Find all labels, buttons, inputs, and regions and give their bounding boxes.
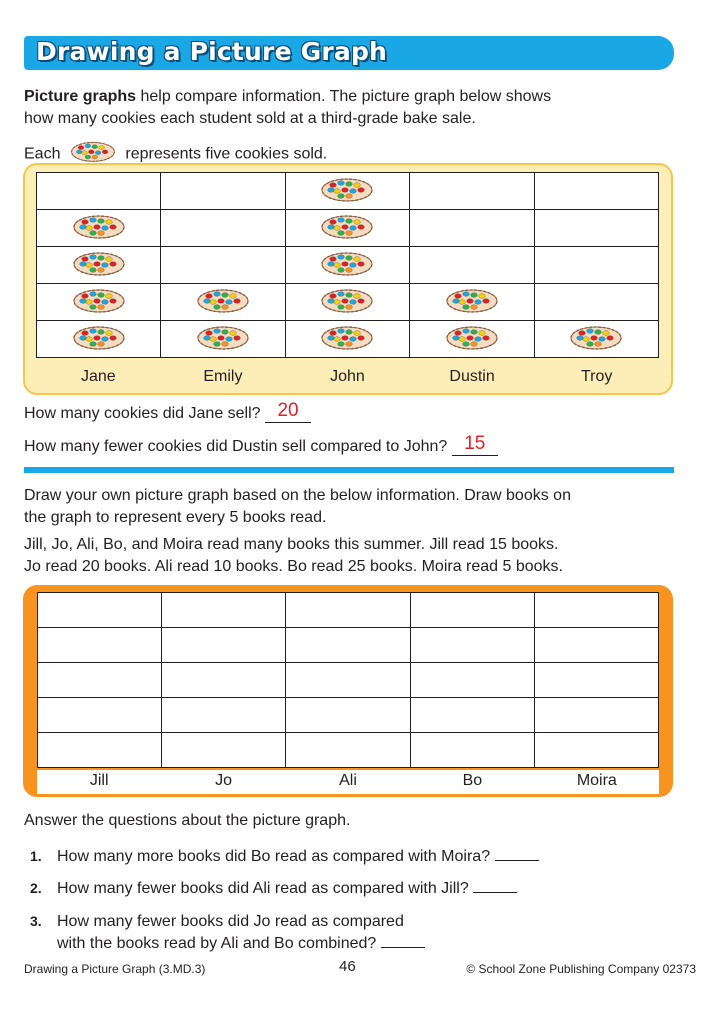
question-2-number: 2. <box>30 880 42 896</box>
answer-blank-dustin[interactable] <box>452 433 498 456</box>
cookie-icon <box>319 301 375 318</box>
cookie-icon <box>444 338 500 355</box>
reading-line2: Jo read 20 books. Ali read 10 books. Bo read 25 books. Moira read 5 books. <box>24 558 563 575</box>
book-graph-row <box>38 663 659 698</box>
book-graph-cell[interactable] <box>38 698 162 733</box>
book-graph-row <box>38 733 659 768</box>
book-graph-cell[interactable] <box>534 628 658 663</box>
book-graph-cell[interactable] <box>286 733 410 768</box>
book-graph-cell[interactable] <box>410 733 534 768</box>
book-graph-cell[interactable] <box>286 663 410 698</box>
section-divider <box>24 467 674 473</box>
book-label-bo: Bo <box>462 772 483 789</box>
question-2-text: How many fewer books did Ali read as compared with Jill? <box>57 880 469 897</box>
book-graph-cell[interactable] <box>410 593 534 628</box>
question-3-line1: How many fewer books did Jo read as compared <box>57 913 404 930</box>
footer-title: Drawing a Picture Graph (3.MD.3) <box>24 962 206 976</box>
cookie-graph-row <box>37 247 659 284</box>
book-label-moira: Moira <box>576 772 617 789</box>
draw-instructions <box>24 485 674 529</box>
book-graph-cell[interactable] <box>38 628 162 663</box>
cookie-graph-cell <box>410 173 534 210</box>
cookie-graph-cell <box>410 321 534 358</box>
book-graph-row <box>38 628 659 663</box>
cookie-label-dustin: Dustin <box>449 368 495 385</box>
cookie-icon <box>319 190 375 207</box>
question-2 <box>30 877 517 900</box>
question-1-text: How many more books did Bo read as compared with Moira? <box>57 848 491 865</box>
intro-paragraph <box>24 86 664 130</box>
question-3 <box>30 910 425 955</box>
cookie-icon <box>71 264 127 281</box>
cookie-graph-cell <box>37 321 161 358</box>
book-graph-cell[interactable] <box>162 663 286 698</box>
cookie-graph-cell <box>37 284 161 321</box>
book-graph-labels <box>37 772 659 790</box>
answer-blank-2[interactable] <box>473 878 517 893</box>
cookie-graph-cell <box>161 210 285 247</box>
cookie-label-john: John <box>330 368 365 385</box>
cookie-icon <box>195 301 251 318</box>
cookie-graph-cell <box>37 247 161 284</box>
book-graph-cell[interactable] <box>162 698 286 733</box>
book-graph-cell[interactable] <box>410 628 534 663</box>
cookie-graph-cell <box>285 210 409 247</box>
question-1-number: 1. <box>30 848 42 864</box>
cookie-icon <box>319 227 375 244</box>
draw-line2: the graph to represent every 5 books read. <box>24 509 327 526</box>
footer-copyright: © School Zone Publishing Company 02373 <box>466 962 696 976</box>
book-graph-cell[interactable] <box>162 628 286 663</box>
intro-line2: how many cookies each student sold at a third-grade bake sale. <box>24 110 476 127</box>
book-graph-cell[interactable] <box>38 593 162 628</box>
cookie-graph-row <box>37 210 659 247</box>
cookie-icon <box>71 227 127 244</box>
cookie-graph-cell <box>285 321 409 358</box>
cookie-graph-labels <box>36 368 659 386</box>
cookie-graph-cell <box>410 210 534 247</box>
key-after: represents five cookies sold. <box>125 145 328 163</box>
cookie-icon <box>568 338 624 355</box>
cookie-graph-cell <box>285 284 409 321</box>
cookie-graph-cell <box>534 247 658 284</box>
cookie-icon <box>319 338 375 355</box>
book-graph-cell[interactable] <box>410 663 534 698</box>
cookie-label-emily: Emily <box>203 368 243 385</box>
cookie-icon <box>71 301 127 318</box>
book-picture-graph[interactable] <box>37 592 659 768</box>
page-number: 46 <box>339 958 356 975</box>
cookie-graph-cell <box>161 247 285 284</box>
key-before: Each <box>24 145 61 163</box>
cookie-graph-cell <box>285 173 409 210</box>
cookie-graph-cell <box>410 284 534 321</box>
cookie-graph-cell <box>37 210 161 247</box>
book-graph-cell[interactable] <box>286 698 410 733</box>
answer-jane: 20 <box>277 400 299 421</box>
question-dustin-text: How many fewer cookies did Dustin sell compared to John? <box>24 438 448 455</box>
question-jane-text: How many cookies did Jane sell? <box>24 405 261 422</box>
draw-line1: Draw your own picture graph based on the below information. Draw books on <box>24 487 571 504</box>
title-banner <box>24 36 674 70</box>
book-graph-cell[interactable] <box>534 593 658 628</box>
cookie-picture-graph <box>36 172 659 358</box>
cookie-graph-cell <box>285 247 409 284</box>
book-label-ali: Ali <box>339 772 357 789</box>
book-graph-cell[interactable] <box>534 663 658 698</box>
question-jane <box>24 400 311 423</box>
question-3-number: 3. <box>30 913 42 929</box>
cookie-graph-row <box>37 173 659 210</box>
cookie-label-troy: Troy <box>580 368 613 385</box>
reading-info <box>24 534 674 578</box>
book-graph-row <box>38 698 659 733</box>
cookie-graph-cell <box>534 284 658 321</box>
question-dustin <box>24 433 498 456</box>
cookie-icon <box>71 338 127 355</box>
book-graph-row <box>38 593 659 628</box>
intro-bold: Picture graphs <box>24 88 137 105</box>
cookie-graph-row <box>37 284 659 321</box>
cookie-graph-cell <box>534 321 658 358</box>
cookie-graph-cell <box>534 210 658 247</box>
answer-blank-3[interactable] <box>381 933 425 948</box>
book-graph-cell[interactable] <box>162 593 286 628</box>
answer-blank-jane[interactable] <box>265 400 311 423</box>
cookie-graph-cell <box>161 321 285 358</box>
question-1 <box>30 845 539 868</box>
answer-blank-1[interactable] <box>495 846 539 861</box>
cookie-graph-cell <box>410 247 534 284</box>
book-graph-cell[interactable] <box>38 733 162 768</box>
book-label-jo: Jo <box>215 772 233 789</box>
book-graph-cell[interactable] <box>410 698 534 733</box>
cookie-graph-cell <box>37 173 161 210</box>
book-graph-cell[interactable] <box>286 593 410 628</box>
book-graph-cell[interactable] <box>534 698 658 733</box>
book-graph-cell[interactable] <box>534 733 658 768</box>
book-graph-cell[interactable] <box>162 733 286 768</box>
book-graph-cell[interactable] <box>38 663 162 698</box>
cookie-graph-cell <box>534 173 658 210</box>
cookie-icon <box>444 301 500 318</box>
question-3-line2: with the books read by Ali and Bo combined? <box>57 935 377 952</box>
cookie-graph-cell <box>161 284 285 321</box>
answer-dustin: 15 <box>464 433 486 454</box>
cookie-graph-cell <box>161 173 285 210</box>
page-title: Drawing a Picture Graph <box>36 37 388 66</box>
answer-instructions: Answer the questions about the picture graph. <box>24 812 351 829</box>
cookie-graph-row <box>37 321 659 358</box>
cookie-icon <box>319 264 375 281</box>
book-graph-cell[interactable] <box>286 628 410 663</box>
intro-line1: help compare information. The picture graph below shows <box>136 88 552 105</box>
cookie-icon <box>195 338 251 355</box>
reading-line1: Jill, Jo, Ali, Bo, and Moira read many books this summer. Jill read 15 books. <box>24 536 559 553</box>
cookie-label-jane: Jane <box>80 368 116 385</box>
book-label-jill: Jill <box>89 772 109 789</box>
